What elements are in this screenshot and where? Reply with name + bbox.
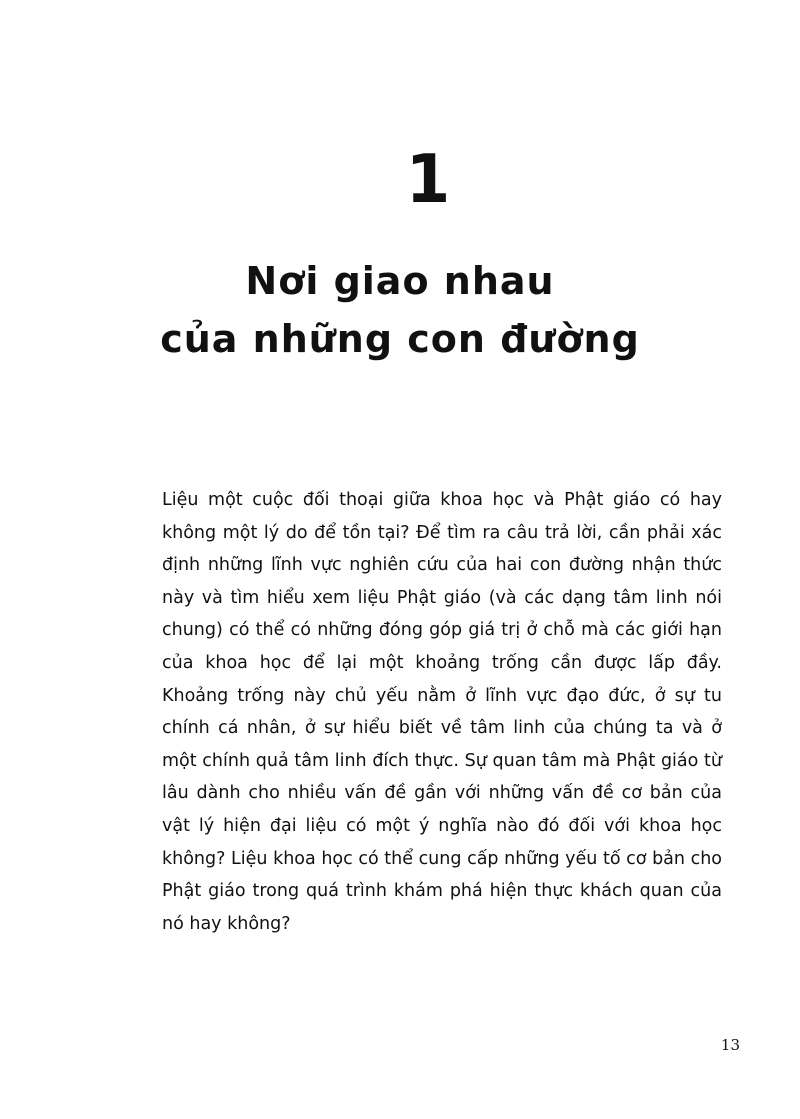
body-paragraph: Liệu một cuộc đối thoại giữa khoa học và Phật giáo có hay không một lý do để tồn tại? Để tìm ra câu trả lời, cần phải xác định những lĩnh vực nghiên cứu của hai con đường nhận thức này và tìm hiểu xem liệu Phật giáo (và các dạng tâm linh nói chung) có thể có những đóng góp giá trị ở chỗ mà các giới hạn của khoa học để lại một khoảng trống cần được lấp đầy. Khoảng trống này chủ yếu nằm ở lĩnh vực đạo đức, ở sự tu chính cá nhân, ở sự hiểu biết về tâm linh của chúng ta và ở một chính quả tâm linh đích thực. Sự quan tâm mà Phật giáo từ lâu dành cho nhiều vấn đề gần với những vấn đề cơ bản của vật lý hiện đại liệu có một ý nghĩa nào đó đối với khoa học không? Liệu khoa học có thể cung cấp những yếu tố cơ bản cho Phật giáo trong quá trình khám phá hiện thực khách quan của nó hay không? — [162, 490, 722, 934]
chapter-title-line-2: của những con đường — [160, 317, 640, 361]
chapter-title-line-1: Nơi giao nhau — [245, 259, 555, 303]
page-number: 13 — [720, 1036, 740, 1054]
chapter-title — [0, 252, 800, 368]
chapter-number: 1 — [405, 141, 451, 219]
